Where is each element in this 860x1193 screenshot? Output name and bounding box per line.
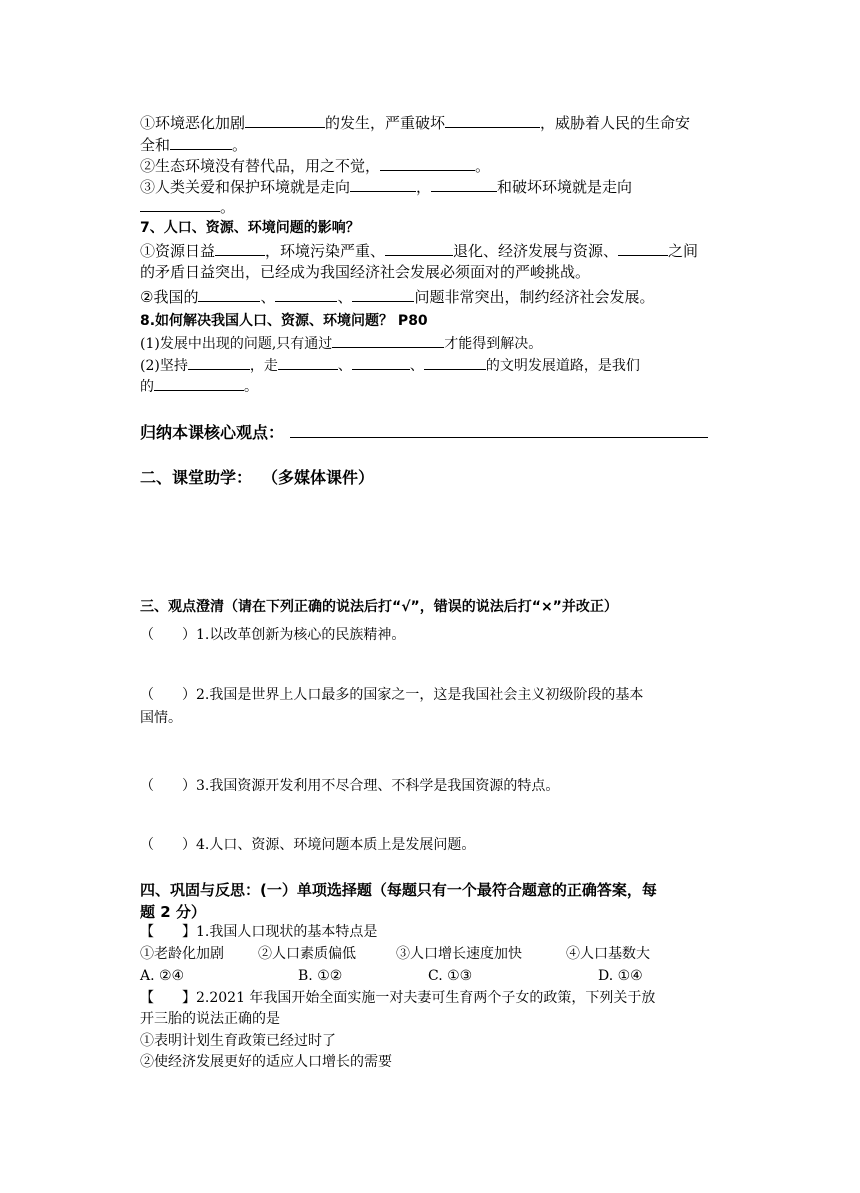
choice-c[interactable]: C. ①③ xyxy=(428,968,473,984)
fill-blank[interactable] xyxy=(170,134,232,150)
env-line-4: ③人类关爱和保护环境就是走向 ， 和破坏环境就是走向 xyxy=(140,178,633,196)
env-line-1: ①环境恶化加剧 的发生，严重破坏 ，威胁着人民的生命安 xyxy=(140,114,691,132)
fill-blank[interactable] xyxy=(431,176,497,192)
judge-item-1: （ ）1.以改革创新为核心的民族精神。 xyxy=(140,627,406,643)
fill-blank[interactable] xyxy=(618,240,668,256)
judge-item-4: （ ）4.人口、资源、环境问题本质上是发展问题。 xyxy=(140,837,476,853)
fill-blank[interactable] xyxy=(350,176,416,192)
fill-blank[interactable] xyxy=(188,354,250,370)
fill-blank[interactable] xyxy=(385,240,453,256)
q8-line-2: (2)坚持 ，走 、 、 的文明发展道路，是我们 xyxy=(140,354,640,376)
fill-blank[interactable] xyxy=(424,354,486,370)
choice-a[interactable]: A. ②④ xyxy=(140,968,185,984)
env-line-2: 全和 。 xyxy=(140,136,248,154)
section2-heading: 二、课堂助学： （多媒体课件） xyxy=(140,468,375,487)
mc-q1-choices xyxy=(140,966,643,986)
fill-blank[interactable] xyxy=(140,196,220,212)
section4-heading-2: 题 2 分） xyxy=(140,903,206,921)
q7-line-3: ②我国的 、 、 问题非常突出，制约经济社会发展。 xyxy=(140,288,655,306)
q7-line-1: ①资源日益 ，环境污染严重、 退化、经济发展与资源、 之间 xyxy=(140,242,699,260)
mc-q2-option-1: ①表明计划生育政策已经过时了 xyxy=(140,1033,336,1049)
section4-heading-1: 四、巩固与反思：(一）单项选择题（每题只有一个最符合题意的正确答案，每 xyxy=(140,881,657,899)
choice-d[interactable]: D. ①④ xyxy=(598,968,643,984)
mc-q2-stem-2: 开三胎的说法正确的是 xyxy=(140,1011,280,1027)
fill-blank[interactable] xyxy=(278,354,338,370)
summary-label: 归纳本课核心观点： xyxy=(140,423,285,442)
judge-item-2: （ ）2.我国是世界上人口最多的国家之一，这是我国社会主义初级阶段的基本 xyxy=(140,687,644,703)
section3-heading: 三、观点澄清（请在下列正确的说法后打“√”，错误的说法后打“×”并改正） xyxy=(140,599,618,615)
fill-blank[interactable] xyxy=(445,112,540,128)
mc-q1-stem: 【 】1.我国人口现状的基本特点是 xyxy=(140,924,378,940)
mc-q2-stem-1: 【 】2.2021 年我国开始全面实施一对夫妻可生育两个子女的政策，下列关于放 xyxy=(140,990,656,1006)
fill-blank[interactable] xyxy=(352,354,410,370)
env-line-5: 。 xyxy=(140,196,235,217)
q7-line-2: 的矛盾日益突出，已经成为我国经济社会发展必须面对的严峻挑战。 xyxy=(140,263,591,281)
fill-blank[interactable] xyxy=(332,332,444,348)
fill-blank[interactable] xyxy=(245,112,325,128)
q8-title: 8.如何解决我国人口、资源、环境问题？ P80 xyxy=(140,313,428,329)
mc-q1-options: ①老龄化加剧 ②人口素质偏低 ③人口增长速度加快 ④人口基数大 xyxy=(140,946,650,962)
judge-item-2-cont: 国情。 xyxy=(140,710,182,726)
summary-row xyxy=(140,421,708,443)
fill-blank[interactable] xyxy=(352,286,414,302)
q8-line-1: (1)发展中出现的问题,只有通过 才能得到解决。 xyxy=(140,332,542,354)
fill-blank[interactable] xyxy=(154,375,244,391)
env-line-3: ②生态环境没有替代品，用之不觉， 。 xyxy=(140,157,491,175)
fill-blank[interactable] xyxy=(380,155,475,171)
fill-blank[interactable] xyxy=(215,240,265,256)
mc-q2-option-2: ②使经济发展更好的适应人口增长的需要 xyxy=(140,1054,392,1070)
judge-item-3: （ ）3.我国资源开发利用不尽合理、不科学是我国资源的特点。 xyxy=(140,778,560,794)
summary-blank[interactable] xyxy=(290,421,708,438)
q8-line-3: 的 。 xyxy=(140,375,258,397)
q7-title: 7、人口、资源、环境问题的影响？ xyxy=(140,220,360,236)
choice-b[interactable]: B. ①② xyxy=(298,968,343,984)
fill-blank[interactable] xyxy=(198,286,260,302)
fill-blank[interactable] xyxy=(275,286,337,302)
